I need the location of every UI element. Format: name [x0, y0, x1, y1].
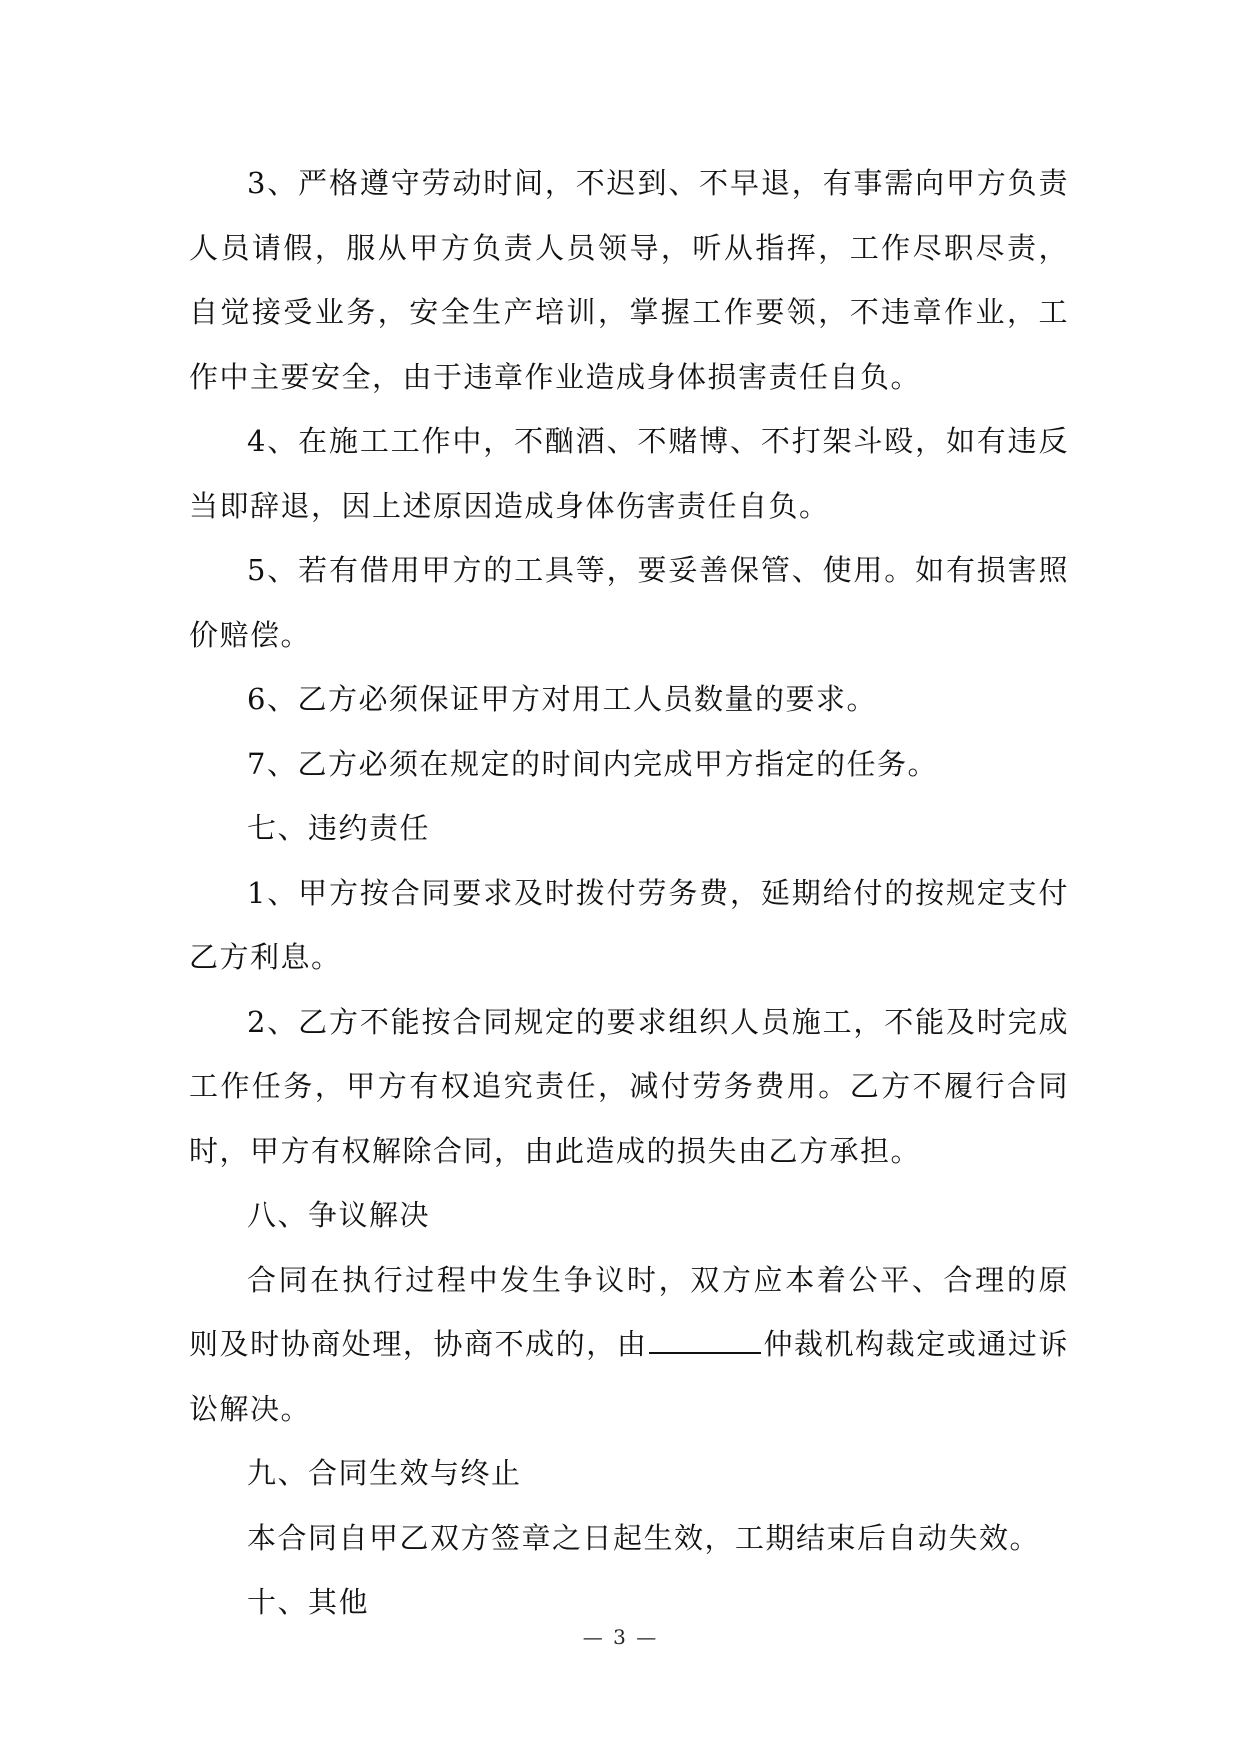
- clause-6-paragraph: 6、乙方必须保证甲方对用工人员数量的要求。: [247, 682, 877, 716]
- clause-4-paragraph: 4、在施工工作中，不酗酒、不赌博、不打架斗殴，如有违反当即辞退，因上述原因造成身体伤害责任自负。: [189, 424, 1069, 523]
- clause-7-paragraph: 7、乙方必须在规定的时间内完成甲方指定的任务。: [247, 746, 938, 781]
- section-heading-breach: 七、违约责任: [247, 811, 431, 845]
- dispute-clause-text-after: 仲裁机构裁定或通过诉讼解决。: [189, 1327, 1069, 1426]
- effect-clause-paragraph: 本合同自甲乙双方签章之日起生效，工期结束后自动失效。: [247, 1520, 1041, 1555]
- section-heading-other: 十、其他: [247, 1585, 370, 1619]
- dispute-clause-text-before: 合同在执行过程中发生争议时，双方应本着公平、合理的原则及时协商处理，协商不成的，由: [189, 1262, 1069, 1361]
- page-number: — 3 —: [582, 1625, 659, 1649]
- clause-5-paragraph: 5、若有借用甲方的工具等，要妥善保管、使用。如有损害照价赔偿。: [189, 553, 1069, 652]
- breach-clause-1-paragraph: 1、甲方按合同要求及时拨付劳务费，延期给付的按规定支付乙方利息。: [189, 875, 1069, 974]
- dispute-clause-paragraph: [189, 1248, 1069, 1442]
- arbitration-blank-line: [649, 1332, 761, 1354]
- section-heading-dispute: 八、争议解决: [247, 1198, 431, 1232]
- contract-body: [189, 151, 1069, 1635]
- clause-3-paragraph: 3、严格遵守劳动时间，不迟到、不早退，有事需向甲方负责人员请假，服从甲方负责人员领导，听从指挥，工作尽职尽责，自觉接受业务，安全生产培训，掌握工作要领，不违章作业，工作中主要安全，由于违章作业造成身体损害责任自负。: [189, 166, 1069, 394]
- section-heading-effect: 九、合同生效与终止: [247, 1456, 522, 1490]
- breach-clause-2-paragraph: 2、乙方不能按合同规定的要求组织人员施工，不能及时完成工作任务，甲方有权追究责任，减付劳务费用。乙方不履行合同时，甲方有权解除合同，由此造成的损失由乙方承担。: [189, 1004, 1069, 1168]
